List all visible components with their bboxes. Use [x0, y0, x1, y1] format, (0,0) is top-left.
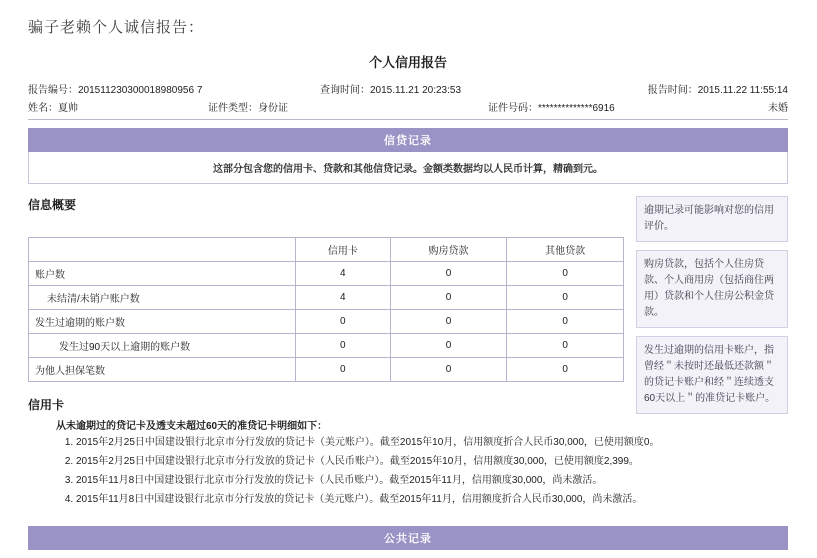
- table-row: [29, 310, 624, 334]
- query-time-value: 2015.11.21 20:23:53: [370, 85, 462, 96]
- header-cell-other-loan: 其他贷款: [507, 238, 624, 262]
- id-number: [488, 99, 615, 114]
- credit-card-section-title: 信用卡: [28, 398, 65, 412]
- row-label: 未结清/未销户账户数: [29, 286, 296, 310]
- table-row: [29, 262, 624, 286]
- side-note: 发生过逾期的信用卡账户，指曾经＂未按时还最低还款额＂的贷记卡账户和经＂连续透支60天以上＂的准贷记卡账户。: [636, 336, 788, 414]
- report-number-value: 201511230300018980956 7: [78, 85, 203, 96]
- meta-divider: [28, 119, 788, 120]
- id-number-label: 证件号码：: [488, 103, 538, 114]
- row-label: 发生过90天以上逾期的账户数: [29, 334, 296, 358]
- row-cell: 0: [507, 286, 624, 310]
- credit-records-note: 这部分包含您的信用卡、贷款和其他信贷记录。金额类数据均以人民币计算，精确到元。: [28, 152, 788, 184]
- row-cell: 0: [390, 286, 507, 310]
- row-cell: 4: [296, 262, 391, 286]
- list-item: 2. 2015年2月25日中国建设银行北京市分行发放的贷记卡（人民币账户）。截至2015年10月，信用额度30,000，已使用额度2,399。: [76, 455, 788, 469]
- credit-records-band: 信贷记录: [28, 128, 788, 152]
- row-cell: 0: [390, 358, 507, 382]
- document-title: 个人信用报告: [368, 55, 447, 70]
- person-name: [28, 99, 78, 114]
- query-time-label: 查询时间：: [320, 85, 370, 96]
- row-cell: 0: [390, 334, 507, 358]
- row-cell: 0: [507, 310, 624, 334]
- list-item: 1. 2015年2月25日中国建设银行北京市分行发放的贷记卡（美元账户）。截至2015年10月，信用额度折合人民币30,000，已使用额度0。: [76, 436, 788, 450]
- row-cell: 0: [296, 334, 391, 358]
- list-item: 4. 2015年11月8日中国建设银行北京市分行发放的贷记卡（美元账户）。截至2015年11月，信用额度折合人民币30,000，尚未激活。: [76, 493, 788, 507]
- row-cell: 0: [296, 358, 391, 382]
- header-cell-credit-card: 信用卡: [296, 238, 391, 262]
- list-item: 3. 2015年11月8日中国建设银行北京市分行发放的贷记卡（人民币账户）。截至2015年11月，信用额度30,000，尚未激活。: [76, 474, 788, 488]
- credit-card-list: [56, 436, 788, 507]
- report-time-value: 2015.11.22 11:55:14: [697, 85, 788, 96]
- id-number-value: **************6916: [538, 103, 615, 114]
- row-cell: 0: [390, 310, 507, 334]
- table-row: [29, 334, 624, 358]
- row-label: 为他人担保笔数: [29, 358, 296, 382]
- row-label: 发生过逾期的账户数: [29, 310, 296, 334]
- summary-table: [28, 237, 624, 382]
- person-name-value: 夏帅: [58, 103, 78, 114]
- id-type-value: 身份证: [258, 103, 288, 114]
- header-cell-blank: [29, 238, 296, 262]
- row-label: 账户数: [29, 262, 296, 286]
- marital-status-value: 未婚: [768, 103, 788, 114]
- page-title: 骗子老赖个人诚信报告：: [28, 19, 205, 36]
- person-name-label: 姓名：: [28, 103, 58, 114]
- row-cell: 0: [507, 358, 624, 382]
- summary-title: 信息概要: [28, 198, 77, 212]
- header-cell-house-loan: 购房贷款: [390, 238, 507, 262]
- summary-left-column: [28, 196, 624, 382]
- side-notes: [636, 196, 788, 422]
- row-cell: 0: [507, 334, 624, 358]
- row-cell: 4: [296, 286, 391, 310]
- meta-row-2: [28, 99, 788, 117]
- query-time: [320, 81, 461, 96]
- row-cell: 0: [390, 262, 507, 286]
- credit-report-document: [28, 52, 788, 512]
- public-records-band-wrapper: [28, 526, 788, 550]
- side-note: 购房贷款，包括个人住房贷款、个人商用房（包括商住两用）贷款和个人住房公积金贷款。: [636, 250, 788, 328]
- summary-area: [28, 196, 788, 404]
- table-header-row: [29, 238, 624, 262]
- table-row: [29, 286, 624, 310]
- public-records-band: 公共记录: [28, 526, 788, 550]
- report-number-label: 报告编号：: [28, 85, 78, 96]
- report-number: [28, 81, 202, 96]
- report-time-label: 报告时间：: [647, 85, 698, 96]
- row-cell: 0: [296, 310, 391, 334]
- row-cell: 0: [507, 262, 624, 286]
- meta-row-1: [28, 81, 788, 99]
- report-time: [648, 81, 788, 96]
- id-type-label: 证件类型：: [208, 103, 258, 114]
- side-note: 逾期记录可能影响对您的信用评价。: [636, 196, 788, 242]
- table-row: [29, 358, 624, 382]
- id-type: [208, 99, 288, 114]
- credit-card-subtitle: 从未逾期过的贷记卡及透支未超过60天的准贷记卡明细如下：: [56, 421, 328, 432]
